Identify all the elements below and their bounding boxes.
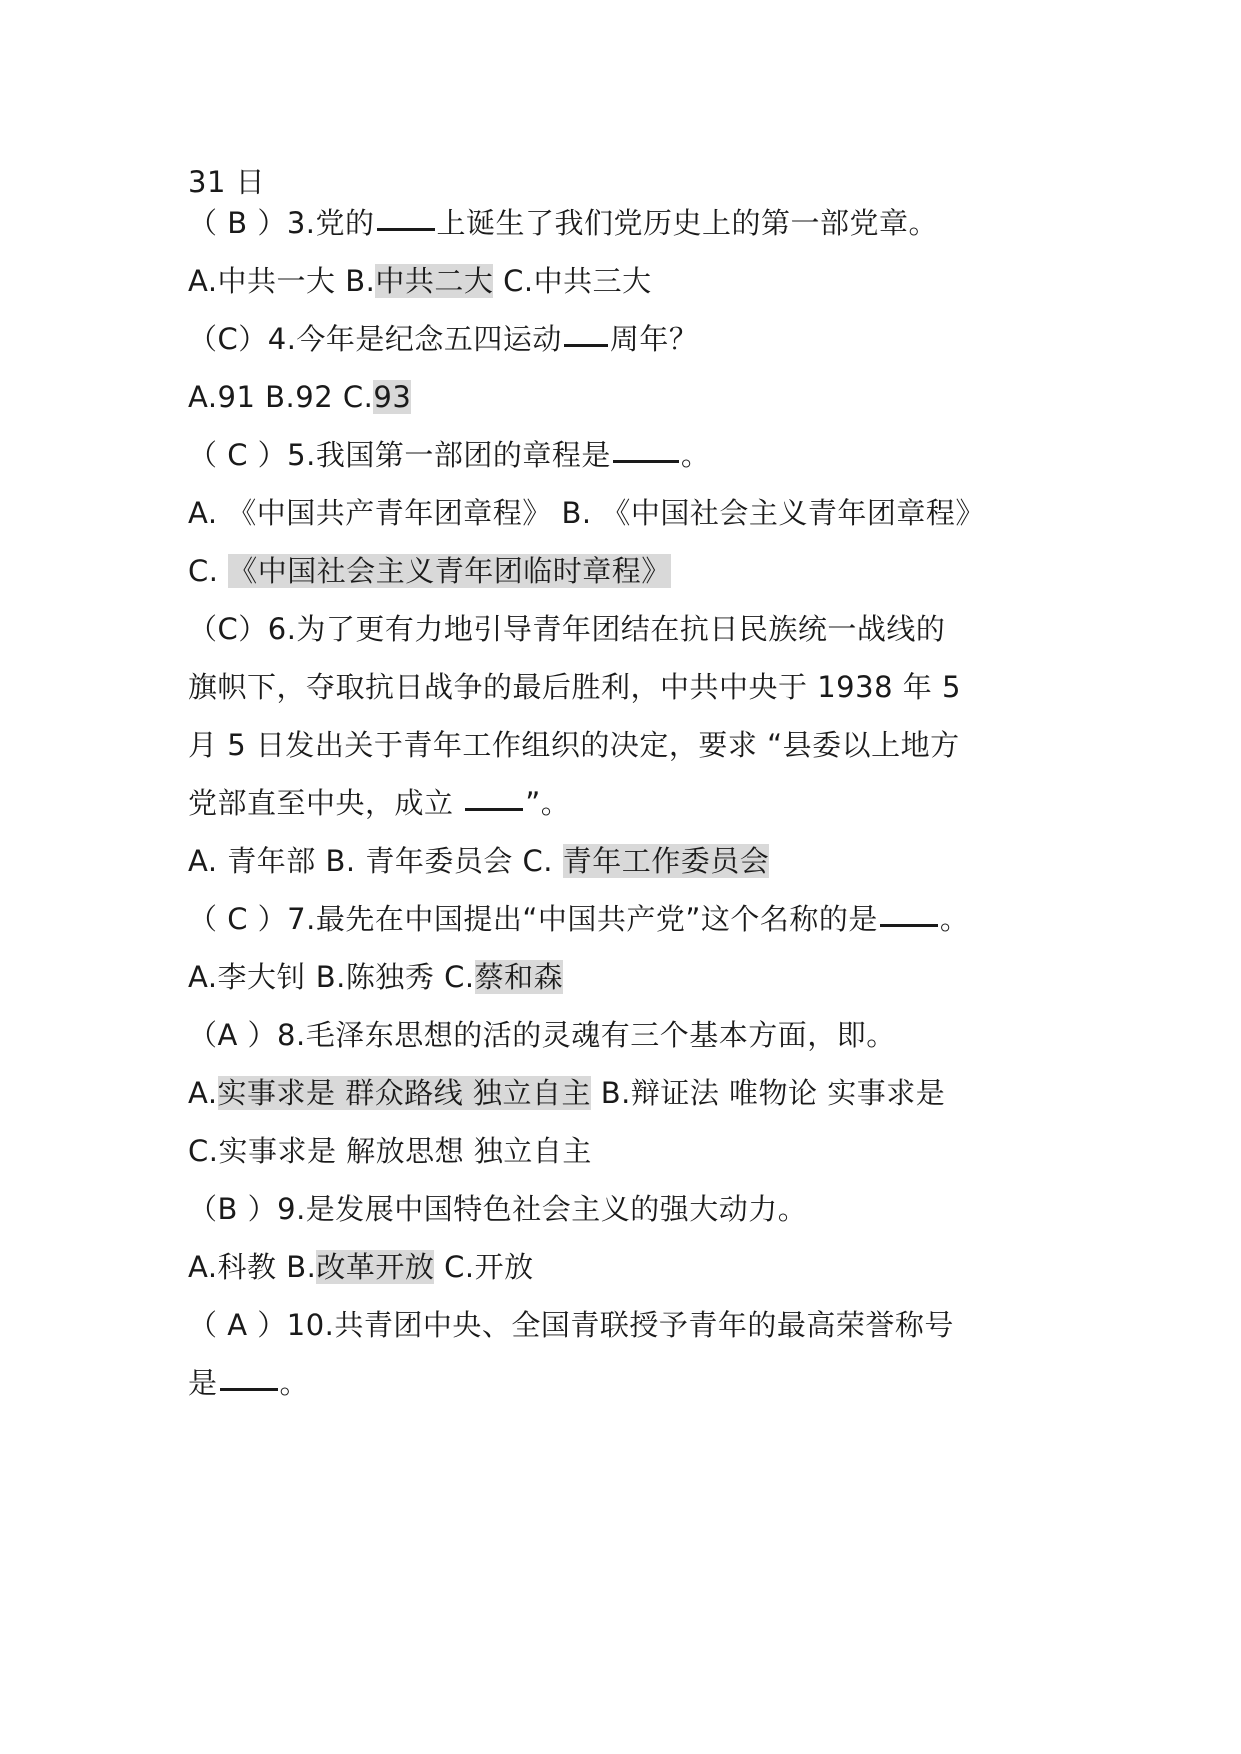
highlighted-answer: 青年工作委员会 bbox=[562, 844, 770, 878]
question-7 bbox=[188, 894, 969, 944]
option-text: C.中共三大 bbox=[493, 264, 652, 298]
question-4 bbox=[188, 314, 698, 364]
question-5-stem-end: 。 bbox=[680, 438, 711, 472]
question-6-cont bbox=[188, 720, 960, 770]
question-6-cont bbox=[188, 778, 570, 828]
question-10-stem: 是 bbox=[188, 1366, 218, 1400]
option-text: A. 青年部 B. 青年委员会 C. bbox=[188, 844, 563, 878]
option-text: A.李大钊 B.陈独秀 C. bbox=[188, 960, 475, 994]
option-text: A.中共一大 B. bbox=[188, 264, 376, 298]
option-text: C.实事求是 解放思想 独立自主 bbox=[188, 1134, 592, 1168]
answer-blank bbox=[564, 344, 608, 347]
question-10-stem: （ A ）10.共青团中央、全国青联授予青年的最高荣誉称号 bbox=[188, 1308, 954, 1342]
question-7-stem-end: 。 bbox=[939, 902, 970, 936]
question-5 bbox=[188, 430, 710, 480]
question-6-options bbox=[188, 836, 769, 886]
question-5-stem: （ C ）5.我国第一部团的章程是 bbox=[188, 438, 611, 472]
question-5-option-c bbox=[188, 546, 671, 596]
answer-blank bbox=[220, 1388, 278, 1391]
question-10 bbox=[188, 1300, 954, 1350]
question-6-cont bbox=[188, 662, 961, 712]
question-5-options bbox=[188, 488, 985, 538]
answer-blank bbox=[377, 228, 435, 231]
answer-blank bbox=[465, 808, 523, 811]
highlighted-answer: 93 bbox=[373, 380, 412, 414]
question-6-stem: 党部直至中央，成立 bbox=[188, 786, 464, 820]
question-4-options bbox=[188, 372, 411, 422]
option-text: C. bbox=[188, 554, 229, 588]
question-7-stem: （ C ）7.最先在中国提出“中国共产党”这个名称的是 bbox=[188, 902, 878, 936]
question-9 bbox=[188, 1184, 807, 1234]
highlighted-answer: 蔡和森 bbox=[474, 960, 564, 994]
question-3-stem: （ B ）3.党的 bbox=[188, 206, 375, 240]
highlighted-answer: 实事求是 群众路线 独立自主 bbox=[217, 1076, 591, 1110]
option-text: A. 《中国共产青年团章程》 B. 《中国社会主义青年团章程》 bbox=[188, 496, 985, 530]
question-10-cont bbox=[188, 1358, 309, 1408]
date-fragment: 31 日 bbox=[188, 165, 266, 199]
question-3-stem-end: 上诞生了我们党历史上的第一部党章。 bbox=[436, 206, 939, 240]
question-3-options bbox=[188, 256, 652, 306]
option-text: A. bbox=[188, 1076, 218, 1110]
option-text: A.科教 B. bbox=[188, 1250, 317, 1284]
question-4-stem-end: 周年？ bbox=[609, 322, 699, 356]
question-8-stem: （A ）8.毛泽东思想的活的灵魂有三个基本方面，即。 bbox=[188, 1018, 896, 1052]
option-text: C.开放 bbox=[434, 1250, 534, 1284]
question-3 bbox=[188, 198, 938, 248]
question-6-stem: 月 5 日发出关于青年工作组织的决定，要求 “县委以上地方 bbox=[188, 728, 960, 762]
question-7-options bbox=[188, 952, 563, 1002]
answer-blank bbox=[880, 924, 938, 927]
option-text: A.91 B.92 C. bbox=[188, 380, 374, 414]
question-9-stem: （B ）9.是发展中国特色社会主义的强大动力。 bbox=[188, 1192, 808, 1226]
question-6 bbox=[188, 604, 945, 654]
question-6-stem: （C）6.为了更有力地引导青年团结在抗日民族统一战线的 bbox=[188, 612, 946, 646]
question-6-stem-end: ”。 bbox=[525, 786, 571, 820]
question-9-options bbox=[188, 1242, 534, 1292]
answer-blank bbox=[613, 460, 679, 463]
option-text: B.辩证法 唯物论 实事求是 bbox=[590, 1076, 946, 1110]
question-8-options bbox=[188, 1068, 945, 1118]
question-10-stem-end: 。 bbox=[279, 1366, 310, 1400]
highlighted-answer: 《中国社会主义青年团临时章程》 bbox=[228, 554, 671, 588]
question-4-stem: （C）4.今年是纪念五四运动 bbox=[188, 322, 562, 356]
highlighted-answer: 中共二大 bbox=[375, 264, 494, 298]
question-8 bbox=[188, 1010, 896, 1060]
question-8-option-c bbox=[188, 1126, 592, 1176]
highlighted-answer: 改革开放 bbox=[316, 1250, 435, 1284]
question-6-stem: 旗帜下，夺取抗日战争的最后胜利，中共中央于 1938 年 5 bbox=[188, 670, 961, 704]
